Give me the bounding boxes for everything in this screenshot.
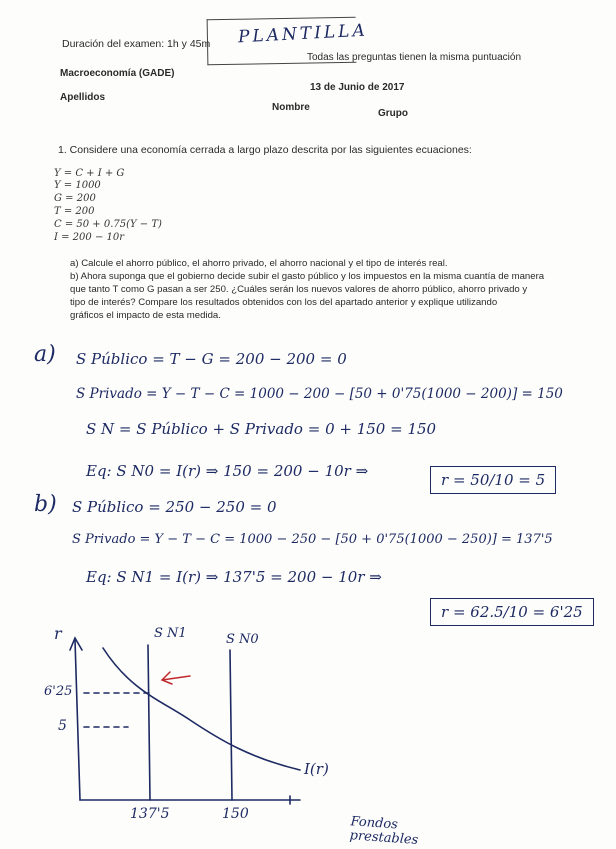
answer-b-line-2: S Privado = Y − T − C = 1000 − 250 − [50 + 0'75(1000 − 250)] = 137'5 (72, 532, 553, 547)
graph-curve-label: I(r) (304, 760, 329, 778)
investment-curve (103, 648, 300, 770)
equation-1: Y = C + I + G (54, 168, 125, 179)
equation-6: I = 200 − 10r (54, 232, 125, 243)
graph-tick-1375: 137'5 (130, 806, 170, 822)
same-score-note: Todas las preguntas tienen la misma puntuación (307, 52, 522, 63)
answer-b-line-1: S Público = 250 − 250 = 0 (72, 498, 277, 516)
part-b-text-1: b) Ahora suponga que el gobierno decide subir el gasto público y los impuestos en la misma cuantía de manera (70, 271, 545, 282)
shift-arrow-icon (162, 672, 190, 684)
course-name: Macroeconomía (GADE) (60, 68, 175, 79)
graph-y-axis (75, 640, 80, 800)
equation-5: C = 50 + 0.75(Y − T) (54, 219, 162, 230)
graph-tick-150: 150 (222, 806, 249, 822)
name-label: Nombre (272, 102, 310, 113)
answer-a-line-1: S Público = T − G = 200 − 200 = 0 (76, 350, 347, 368)
equation-3: G = 200 (54, 193, 96, 204)
part-b-text-2: que tanto T como G pasan a ser 250. ¿Cuáles serán los nuevos valores de ahorro público, ahorro privado y (70, 284, 528, 295)
answer-a-line-3: S N = S Público + S Privado = 0 + 150 = 150 (86, 420, 437, 438)
exam-duration: Duración del examen: 1h y 45m (62, 38, 211, 50)
surname-label: Apellidos (60, 92, 106, 103)
answer-a-line-2: S Privado = Y − T − C = 1000 − 200 − [50 + 0'75(1000 − 200)] = 150 (76, 386, 563, 402)
part-b-text-3: tipo de interés? Compare los resultados obtenidos con los del apartado anterior y explique utilizando (70, 297, 498, 308)
answer-b-label: b) (34, 492, 57, 517)
graph-tick-5: 5 (58, 718, 67, 734)
group-label: Grupo (378, 108, 408, 119)
graph-y-axis-label: r (54, 624, 62, 643)
answer-b-line-3: Eq: S N1 = I(r) ⇒ 137'5 = 200 − 10r ⇒ (86, 568, 382, 586)
part-a-text: a) Calcule el ahorro público, el ahorro privado, el ahorro nacional y el tipo de interés real. (70, 258, 448, 269)
graph-tick-625: 6'25 (44, 684, 73, 699)
answer-a-line-4: Eq: S N0 = I(r) ⇒ 150 = 200 − 10r ⇒ (86, 462, 369, 480)
graph-s1-label: S N1 (154, 626, 187, 641)
graph-x-axis-label: Fondos prestables (349, 814, 419, 848)
exam-date: 13 de Junio de 2017 (310, 82, 405, 93)
answer-a-label: a) (34, 342, 56, 367)
savings-line-s0 (230, 650, 232, 800)
savings-line-s1 (148, 645, 150, 800)
question-intro: 1. Considere una economía cerrada a largo plazo descrita por las siguientes ecuaciones: (58, 144, 472, 156)
answer-b-result-box: r = 62.5/10 = 6'25 (430, 598, 594, 626)
answer-a-result-box: r = 50/10 = 5 (430, 466, 556, 494)
equation-4: T = 200 (54, 206, 95, 217)
graph-s0-label: S N0 (226, 632, 259, 647)
equation-2: Y = 1000 (54, 180, 101, 191)
part-b-text-4: gráficos el impacto de esta medida. (70, 310, 221, 321)
template-stamp: PLANTILLA (237, 20, 369, 48)
